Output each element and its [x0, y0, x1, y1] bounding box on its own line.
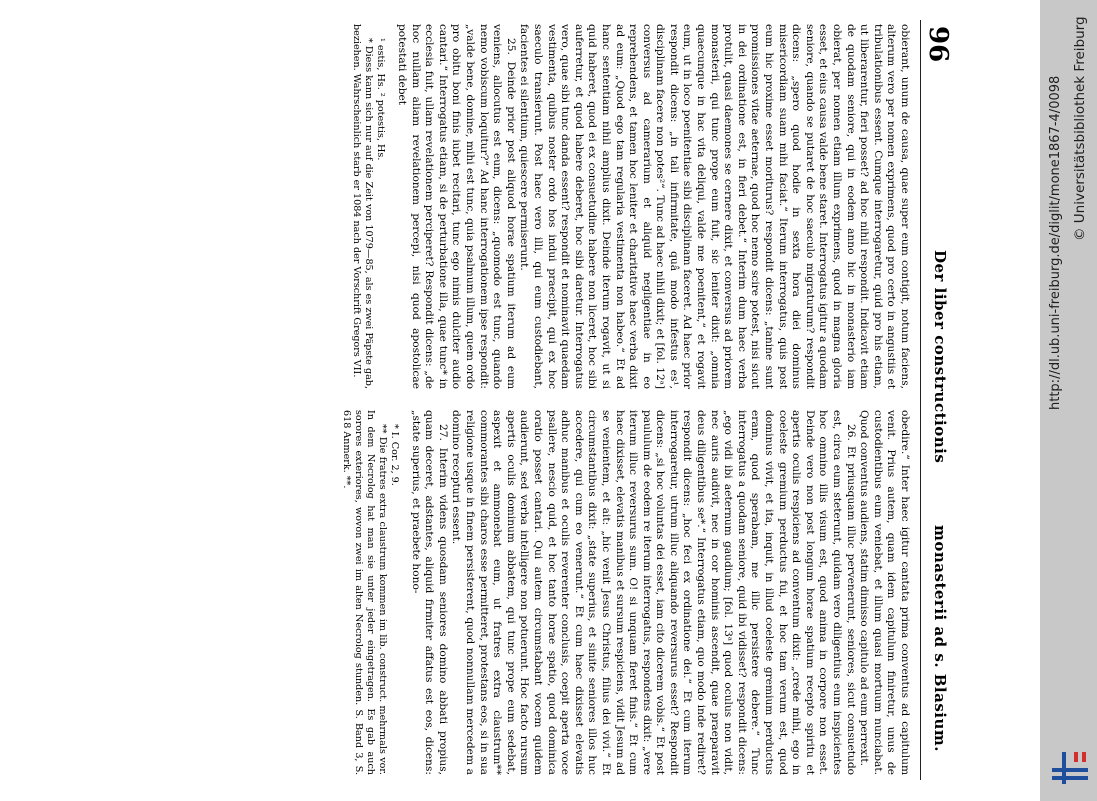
right-column	[340, 410, 911, 775]
footnote: ¹ estis, Hs. ² potestis, Hs.	[375, 38, 387, 161]
footnote: ** Die fratres extra claustrum kommen im lib. construct. mehrmals vor. In dem Necrolog hat man sie unter jeder eingetragen. Es gab auch sorores exteriores, wovon zwei im alten Necrolog stunden. S. Band 3, S. 618 Anmerk. **.	[341, 410, 389, 775]
logo-accent	[1082, 752, 1086, 762]
left-footnotes	[350, 24, 386, 389]
scanned-page	[85, 20, 955, 790]
paragraph: 26. Et priusquam illuc pervenerunt, seniores, sicut consuetudo est, circa eum steterunt, quidam vero diligentius eum inspicientes hoc omnino illis visum est, quod anima in corpore non esset. Deinde vero non post longum horae spatium recepto spiritu et apertis oculis respiciens ad conventum dixit: „crede mihi, ego in coeleste gremium perductus fui, et hoc tam verum est, quod dominus vivit, et ita, inquit, in illud coeleste gremium perductus eram, quod sperabam, me illic persistere debere.“ Tunc interrogatus a quodam seniore, quid ibi vidisset? respondit dicens: „ego vidi ibi aeternum gaudium; [fol. 13ᵃ] quod oculus non vidit, nec auris audivit, nec in cor hominis ascendit, quae praeparavit deus diligentibus se*.“ Interrogatus etiam, quo modo inde rediret? respondit dicens: „hoc feci ex ordinatione dei.“ Et cum iterum interrogaretur, utrum illuc aliquando reversurus esset? Respondit dicens: „si hoc voluntas dei esset, iam cito dicerem vobis.“ Et post paululum de eodem re iterum interrogatus, respondens dixit: „vere iterum illuc reversurus sum. O! si unquam fieret finis.“ Et cum haec dixisset, elevatis manibus et sursum respiciens, vidit Jesum ad se venientem, et ait: „hic venit Jesus Christus, filius dei vivi.“ Et circumstantibus dixit: „state superius, et sinite seniores illos huc accedere, qui cum eo venerunt.“ Et cum haec dixisset elevatis adhuc manibus et oculis reverenter conclusis, coepit aperta voce psallere, nescio quid, et hoc tanto horae spatio, quod dominica oratio posset cantari. Qui autem circumstabant vocem quidem audierunt, sed verba intelligere non potuerunt. Hoc facto rursum apertis oculis dominum abbatem, qui tunc prope eum sedebat, aspexit et ammonebat eum, ut fratres extra claustrum** commorantes sibi charos esse permitteret, protestans eos, si in sua religione usque in finem persisterent, quod nonnullam mercedem a domino recepturi essent.	[450, 410, 857, 775]
footnote: * Diess kann sich nur auf die Zeit von 1079—85, als es zwei Päpste gab, beziehen. Wahrscheinlich starb er 1084 nach der Vorschrift Gregors VII.	[351, 24, 375, 389]
right-footnotes	[340, 410, 400, 775]
page-content-rotated	[85, 20, 955, 780]
copyright-notice: © Universitätsbibliothek Freiburg	[1072, 16, 1088, 241]
running-head	[915, 20, 955, 780]
header-rule	[920, 20, 921, 780]
logo-bar	[1052, 776, 1088, 780]
logo-bar	[1052, 768, 1088, 772]
running-head-right: monasterii ad s. Blasium.	[931, 525, 949, 752]
paragraph: obierant, unum de causa, quae super eum contigit, notum faciens, alterum vero per nomen exprimens, quod pro certo in angustiis et tribulationibus essent. Cumque interrogaretur, quid pro his etiam, ut liberarentur, fieri posset? ad hoc nihil respondit. Indicavit etiam de quodam seniore, qui in eodem anno hic in monasterio iam obierat, per nomen etiam illum exprimens, quod in magna gloria esset, et eius causa valde bene staret. Interrogatus igitur a quodam seniore, quando se putaret de hoc saeculo migraturum? respondit dicens: „spero quod hodie in sexta hora diei dominus misericordiam suam mihi faciat.“ Iterum interrogatus, quis post eum hic proxime esset moriturus? respondit dicens: „tanine sunt promissiones vitae aeternae, quod hoc nemo scire potest, nisi sicut in dei ordinatione est, in fieri debet.“ Interim dum haec verba protulit, quasi daemones se cernere dixit, et conversus ad priorem monasterii, qui tunc prope eum fuit, sic leniter dixit: „omnia quaecunque in hac vita deliqui, valde me poenitent,“ et rogavit eum, ut in loco poenitentiae sibi disciplinam faceret. Ad haec prior respondit dicens: „in tali infirmitate, quâ modo infestus es¹, disciplinam facere non potes²“. Tunc ad haec nihil dixit; et [fol. 12ᵃ] conversus ad camerarium et aliquid negligentiae in eo reprehendens, et tamen hoc leniter et charitative haec verba dixit ad eum: „Quod ego tam regularia vestimenta non habeo.“ Et ad hanc sententiam nihil amplius dixit. Deinde iterum rogavit, ut si quid haberet, quod ei ex consuetudine habere non liceret, hoc sibi auferretur, et quod habere deberet, hoc sibi daretur. Interrogatus vero, quae sibi tunc danda essent? respondit et nominavit quaedam vestimenta, quibus noster ordo hos indui praecipit, qui ex hoc saeculo transierunt. Post haec vero illi, qui eum custodiebant, facientes ei silentium, quiescere permiserunt.	[518, 24, 911, 389]
permalink-url[interactable]: http://dl.ub.uni-freiburg.de/diglit/mone1867-4/0098	[1048, 75, 1063, 410]
logo-accent	[1074, 752, 1078, 762]
footnote: * I. Cor. 2, 9.	[389, 424, 401, 486]
logo-bar	[1062, 752, 1066, 784]
page-number: 96	[923, 26, 953, 63]
paragraph: obedire.“ Inter haec igitur cantata prima conventus ad capitulum venit. Prius autem, quam idem capitulum finiretur, unus de custodientibus eum veniebat, et illum quasi mortuum nunciabat. Quod conventus audiens, statim dimisso capitulo ad eum perrexit.	[858, 410, 911, 775]
paragraph: 27. Interim videns quosdam seniores domino abbati propius, quam deceret, adstantes, aliquid firmiter affatus est eos, dicens: „state superius, et praebete hono-	[409, 410, 449, 775]
paragraph: 25. Deinde prior post aliquod horae spatium iterum ad eum veniens, allocutus est eum, dicens: „quomodo est tunc, quando nemo vobiscum loquitur?“ Ad hanc interrogationem ipse respondit: „valde bene, domine, mihi est tunc, quia psalmum illum, quem ordo pro obitu boni finis iubet recitari, tunc ego nimis dulciter audio cantari.“ Interrogatus etiam, si de perturbatione illa, quae tunc* in ecclesia fuit, ullam revelationem perciperet? Respondit dicens: „de hoc nullam aliam revelationem percepi, nisi quod apostolicae potestati debet	[396, 24, 517, 389]
left-column	[350, 24, 911, 389]
library-logo-icon	[1050, 748, 1090, 788]
running-head-left: Der liber constructionis	[931, 250, 949, 464]
